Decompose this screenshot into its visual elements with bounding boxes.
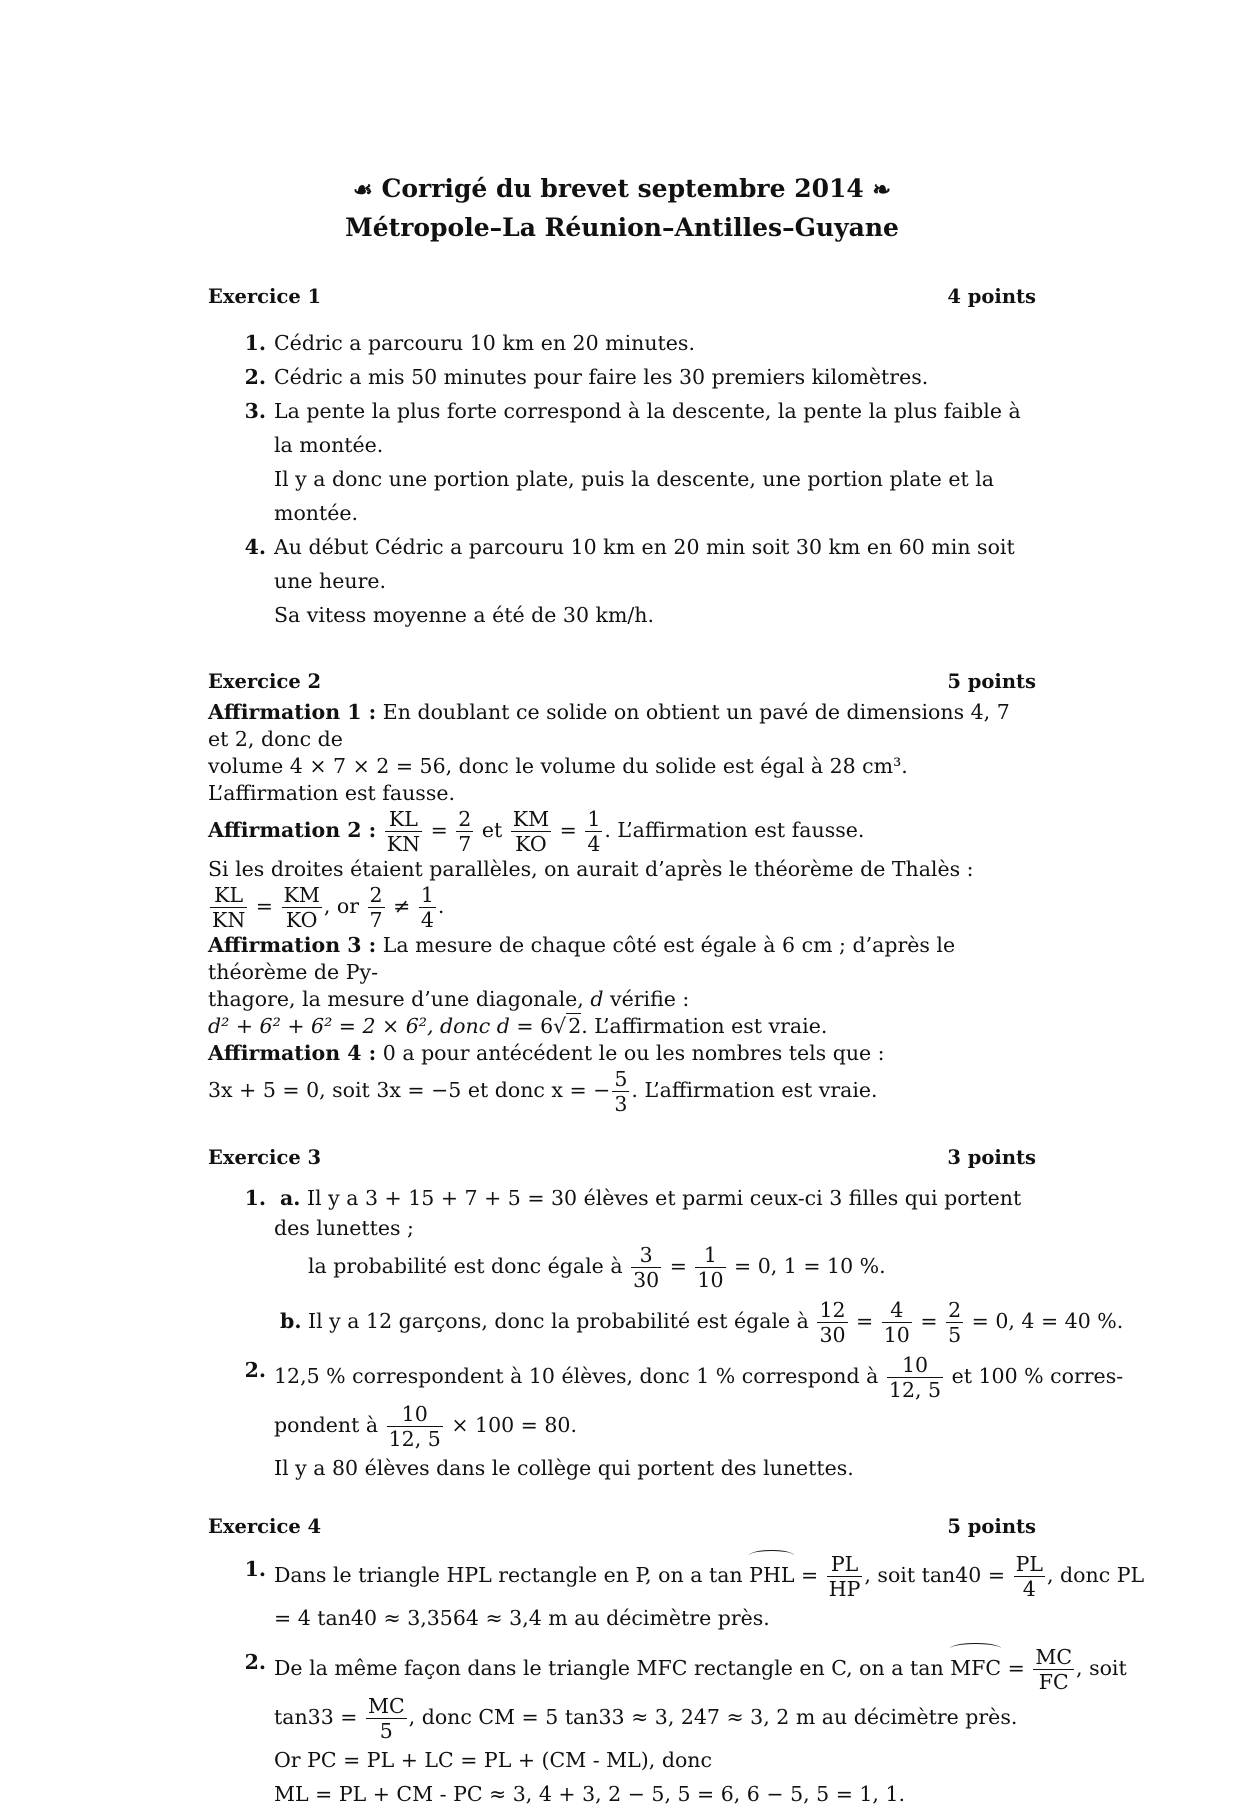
fraction: $\frac{1}{4}$ [420,883,434,932]
list-item: 2. 12,5 % correspondent à 10 élèves, donc 1 % correspond à $\frac{10}{12, 5}$ et 100 % corres- pondent à $\frac{10}{12, 5}$ × 100 = 80. Il y a 80 élèves dans le collège qui portent des lunettes. [244,1353,1124,1480]
affirmation-1: Affirmation 1 : En doublant ce solide on obtient un pavé de dimensions 4, 7 et 2, donc de volume 4 × 7 × 2 = 56, donc le volume du solide est égal à 28 cm³. L’affirmation est fausse. [208,700,1010,805]
exercise-1-title: Exercice 1 [208,285,322,308]
exercise-1-points: 4 points [947,285,1036,308]
list-item: 1. a. Il y a 3 + 15 + 7 + 5 = 30 élèves et parmi ceux-ci 3 filles qui portent des lunettes ; [244,1186,1022,1240]
list-item: 1. Cédric a parcouru 10 km en 20 minutes. [244,331,695,355]
document-page [208,170,1145,1811]
exercise-2-points: 5 points [947,670,1036,693]
fraction: $\frac{2}{5}$ [948,1298,962,1347]
fraction: $\frac{MC}{FC}$ [1035,1645,1073,1694]
list-item: 1. Dans le triangle HPL rectangle en P, on a tan PHL = $\frac{PL}{HP}$ , soit tan40 = $\frac{PL}{4}$ , donc PL = 4 tan40 ≈ 3,3564 ≈ 3,4 m au décimètre près. [244,1552,1145,1630]
angle-arc: PHL [749,1558,794,1592]
affirmation-4-equation: 3x + 5 = 0, soit 3x = −5 et donc x = − $\frac{5}{3}$ . L’affirmation est vraie. [208,1067,878,1116]
fraction: $\frac{PL}{HP}$ [828,1552,861,1601]
fraction: $\frac{5}{3}$ [614,1067,628,1116]
document-title [208,170,1036,209]
fraction: $\frac{10}{12, 5}$ [388,1402,441,1451]
fraction: $\frac{KM}{KO}$ [283,883,320,932]
list-item: 2. Cédric a mis 50 minutes pour faire les 30 premiers kilomètres. [244,365,929,389]
exercise-4-header [208,1515,1036,1538]
fraction: $\frac{MC}{5}$ [367,1694,405,1743]
fraction: $\frac{4}{10}$ [883,1298,910,1347]
title-text: Corrigé du brevet septembre 2014 [381,174,864,203]
exercise-3-body [208,1183,1124,1485]
exercise-4-body [208,1552,1145,1811]
fraction: $\frac{PL}{4}$ [1015,1552,1043,1601]
fleuron-right-icon: ❧ [872,177,891,203]
affirmation-3: Affirmation 3 : La mesure de chaque côté est égale à 6 cm ; d’après le théorème de Py- thagore, la mesure d’une diagonale, d vérifie : d² + 6² + 6² = 2 × 6², donc d = 6√2. L’affirmation est vraie. [208,933,956,1038]
exercise-3-title: Exercice 3 [208,1146,322,1169]
exercise-4-points: 5 points [947,1515,1036,1538]
list-item: b. Il y a 12 garçons, donc la probabilité est égale à $\frac{12}{30}$ = $\frac{4}{10}$ = $\frac{2}{5}$ = 0, 4 = 40 %. [280,1298,1124,1347]
exercise-2-body [208,699,1036,1116]
affirmation-2: Affirmation 2 : $\frac{KL}{KN}$ = $\frac{2}{7}$ et $\frac{KM}{KO}$ = $\frac{1}{4}$ . L’affirmation est fausse. [208,807,865,856]
exercise-3-header [208,1146,1036,1169]
exercise-4-title: Exercice 4 [208,1515,322,1538]
fraction: $\frac{1}{4}$ [587,807,601,856]
exercise-2-header [208,670,1036,693]
fraction: $\frac{2}{7}$ [458,807,472,856]
list-item: 4. Au début Cédric a parcouru 10 km en 20 min soit 30 km en 60 min soit une heure. Sa vitess moyenne a été de 30 km/h. [244,535,1015,627]
fraction: $\frac{1}{10}$ [697,1243,724,1292]
angle-arc: MFC [950,1651,1001,1685]
fraction: $\frac{3}{30}$ [633,1243,660,1292]
affirmation-4: Affirmation 4 : 0 a pour antécédent le ou les nombres tels que : [208,1041,885,1065]
fraction: $\frac{KL}{KN}$ [212,883,246,932]
list-item: 3. La pente la plus forte correspond à la descente, la pente la plus faible à la montée. Il y a donc une portion plate, puis la descente, une portion plate et la montée. [244,399,1021,525]
list-item: la probabilité est donc égale à $\frac{3}{30}$ = $\frac{1}{10}$ = 0, 1 = 10 %. [308,1243,886,1292]
list-item: 2. De la même façon dans le triangle MFC rectangle en C, on a tan MFC = $\frac{MC}{FC}$ , soit tan33 = $\frac{MC}{5}$ , donc CM = 5 tan33 ≈ 3, 247 ≈ 3, 2 m au décimètre près. Or PC = PL + LC = PL + (CM - ML), donc ML = PL + CM - PC ≈ 3, 4 + 3, 2 − 5, 5 = 6, 6 − 5, 5 = 1, 1. [244,1645,1127,1806]
fleuron-left-icon: ☙ [353,177,373,203]
thales-text: Si les droites étaient parallèles, on aurait d’après le théorème de Thalès : [208,857,974,881]
thales-equation: $\frac{KL}{KN}$ = $\frac{KM}{KO}$ , or $\frac{2}{7}$ ≠ $\frac{1}{4}$ . [212,883,445,932]
fraction: $\frac{2}{7}$ [369,883,383,932]
exercise-1-list [208,326,1036,632]
exercise-2-title: Exercice 2 [208,670,322,693]
exercise-3-points: 3 points [947,1146,1036,1169]
exercise-1-header [208,285,1036,308]
fraction: $\frac{10}{12, 5}$ [888,1353,942,1402]
fraction: $\frac{KL}{KN}$ [386,807,421,856]
fraction: $\frac{12}{30}$ [819,1298,846,1347]
document-subtitle: Métropole–La Réunion–Antilles–Guyane [345,213,899,242]
fraction: $\frac{KM}{KO}$ [512,807,550,856]
